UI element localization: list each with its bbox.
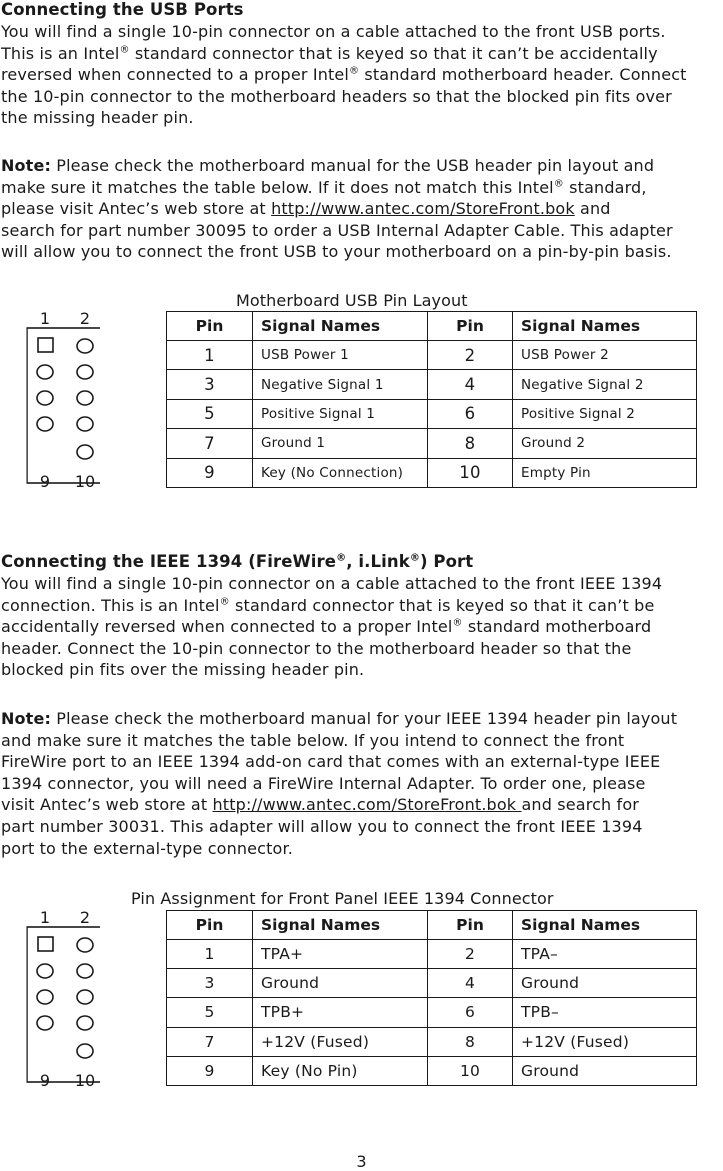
firewire-table-header-row xyxy=(167,911,697,940)
pin-cell: 1 xyxy=(167,341,253,370)
pin-cell: 2 xyxy=(428,940,513,969)
signal-cell: TPB+ xyxy=(253,998,428,1027)
firewire-pin-3 xyxy=(37,964,53,978)
pin-cell: 7 xyxy=(167,1027,253,1056)
signal-cell: TPA– xyxy=(513,940,697,969)
signal-cell: USB Power 1 xyxy=(253,341,428,370)
usb-pin-2 xyxy=(77,339,93,353)
column-header: Signal Names xyxy=(253,911,428,940)
firewire-pin-10 xyxy=(77,1044,93,1058)
pin-cell: 2 xyxy=(428,341,513,370)
usb-pin-4 xyxy=(77,365,93,379)
table-row xyxy=(167,998,697,1027)
usb-section-title: Connecting the USB Ports xyxy=(1,0,244,19)
usb-diagram-label-1: 1 xyxy=(39,309,51,328)
table-row xyxy=(167,1027,697,1056)
usb-pin-8 xyxy=(77,417,93,431)
signal-cell: Ground 1 xyxy=(253,429,428,458)
firewire-pin-1-keyed xyxy=(38,937,53,951)
signal-cell: Key (No Pin) xyxy=(253,1056,428,1085)
usb-pin-table xyxy=(166,311,697,488)
usb-pin-7 xyxy=(37,417,53,431)
firewire-pin-table xyxy=(166,910,697,1086)
firewire-note-label: Note: xyxy=(1,709,52,728)
signal-cell: Negative Signal 1 xyxy=(253,370,428,399)
firewire-diagram-label-9: 9 xyxy=(39,1071,51,1090)
usb-store-link[interactable]: http://www.antec.com/StoreFront.bok xyxy=(271,199,575,219)
signal-cell: Negative Signal 2 xyxy=(513,370,697,399)
signal-cell: Ground xyxy=(513,1056,697,1085)
pin-cell: 8 xyxy=(428,429,513,458)
column-header: Pin xyxy=(428,312,513,341)
usb-diagram-label-10: 10 xyxy=(74,472,96,491)
signal-cell: Empty Pin xyxy=(513,458,697,487)
signal-cell: TPB– xyxy=(513,998,697,1027)
column-header: Pin xyxy=(167,312,253,341)
firewire-note-paragraph: Note: Please check the motherboard manual for your IEEE 1394 header pin layout and make sure it matches the table below. If you intend to connect the front FireWire port to an IEEE 1394 add-on card that comes with an external-type IEEE 1394 connector, you will need a FireWire Internal Adapter. To order one, please visit Antec’s web store at http://www.antec.com/StoreFront.bok and search for part number 30031. This adapter will allow you to connect the front IEEE 1394 port to the external-type connector. xyxy=(1,709,678,858)
usb-note-paragraph: Note: Please check the motherboard manual for the USB header pin layout and make sure it matches the table below. If it does not match this Intel® standard, please visit Antec’s web store at http://www.antec.com/StoreFront.bok and search for part number 30095 to order a USB Internal Adapter Cable. This adapter will allow you to connect the front USB to your motherboard on a pin-by-pin basis. xyxy=(1,156,673,262)
firewire-pin-2 xyxy=(77,938,93,952)
firewire-pin-8 xyxy=(77,1016,93,1030)
column-header: Signal Names xyxy=(253,312,428,341)
firewire-pin-6 xyxy=(77,990,93,1004)
pin-cell: 7 xyxy=(167,429,253,458)
firewire-diagram-label-1: 1 xyxy=(39,908,51,927)
pin-cell: 4 xyxy=(428,969,513,998)
column-header: Signal Names xyxy=(513,911,697,940)
pin-cell: 3 xyxy=(167,370,253,399)
signal-cell: Ground xyxy=(253,969,428,998)
column-header: Pin xyxy=(428,911,513,940)
table-row xyxy=(167,969,697,998)
firewire-store-link[interactable]: http://www.antec.com/StoreFront.bok xyxy=(212,795,522,815)
usb-intro-paragraph: You will find a single 10-pin connector on a cable attached to the front USB ports. This is an Intel® standard connector that is keyed so that it can’t be accidentally reversed when connected to a proper Intel® standard motherboard header. Connect the 10-pin connector to the motherboard headers so that the blocked pin fits over the missing header pin. xyxy=(1,22,687,128)
signal-cell: +12V (Fused) xyxy=(513,1027,697,1056)
pin-cell: 6 xyxy=(428,399,513,428)
table-row xyxy=(167,370,697,399)
usb-pin-5 xyxy=(37,391,53,405)
signal-cell: Positive Signal 2 xyxy=(513,399,697,428)
pin-cell: 10 xyxy=(428,1056,513,1085)
usb-header-diagram xyxy=(20,302,100,512)
firewire-pin-7 xyxy=(37,1016,53,1030)
pin-cell: 1 xyxy=(167,940,253,969)
usb-diagram-label-9: 9 xyxy=(39,472,51,491)
signal-cell: TPA+ xyxy=(253,940,428,969)
usb-pin-6 xyxy=(77,391,93,405)
table-row xyxy=(167,429,697,458)
signal-cell: Key (No Connection) xyxy=(253,458,428,487)
signal-cell: Positive Signal 1 xyxy=(253,399,428,428)
table-row xyxy=(167,458,697,487)
usb-diagram-label-2: 2 xyxy=(79,309,91,328)
firewire-header-diagram xyxy=(20,901,100,1111)
usb-table-caption: Motherboard USB Pin Layout xyxy=(236,291,468,310)
table-row xyxy=(167,341,697,370)
column-header: Pin xyxy=(167,911,253,940)
firewire-table-caption: Pin Assignment for Front Panel IEEE 1394 Connector xyxy=(131,889,554,908)
column-header: Signal Names xyxy=(513,312,697,341)
page-number: 3 xyxy=(356,1152,367,1171)
firewire-diagram-label-10: 10 xyxy=(74,1071,96,1090)
pin-cell: 3 xyxy=(167,969,253,998)
usb-pin-10 xyxy=(77,445,93,459)
table-row xyxy=(167,940,697,969)
firewire-section-title: Connecting the IEEE 1394 (FireWire®, i.Link®) Port xyxy=(1,552,474,571)
pin-cell: 9 xyxy=(167,1056,253,1085)
firewire-intro-paragraph: You will find a single 10-pin connector on a cable attached to the front IEEE 1394 connection. This is an Intel® standard connector that is keyed so that it can’t be accidentally reversed when connected to a proper Intel® standard motherboard header. Connect the 10-pin connector to the motherboard header so that the blocked pin fits over the missing header pin. xyxy=(1,574,663,680)
table-row xyxy=(167,1056,697,1085)
signal-cell: USB Power 2 xyxy=(513,341,697,370)
signal-cell: +12V (Fused) xyxy=(253,1027,428,1056)
signal-cell: Ground xyxy=(513,969,697,998)
usb-pin-3 xyxy=(37,365,53,379)
firewire-pin-5 xyxy=(37,990,53,1004)
pin-cell: 6 xyxy=(428,998,513,1027)
usb-pin-1-keyed xyxy=(38,338,53,352)
pin-cell: 4 xyxy=(428,370,513,399)
table-row xyxy=(167,399,697,428)
firewire-diagram-label-2: 2 xyxy=(79,908,91,927)
pin-cell: 10 xyxy=(428,458,513,487)
pin-cell: 9 xyxy=(167,458,253,487)
signal-cell: Ground 2 xyxy=(513,429,697,458)
pin-cell: 5 xyxy=(167,399,253,428)
pin-cell: 5 xyxy=(167,998,253,1027)
firewire-pin-4 xyxy=(77,964,93,978)
usb-note-label: Note: xyxy=(1,156,52,175)
usb-table-header-row xyxy=(167,312,697,341)
pin-cell: 8 xyxy=(428,1027,513,1056)
